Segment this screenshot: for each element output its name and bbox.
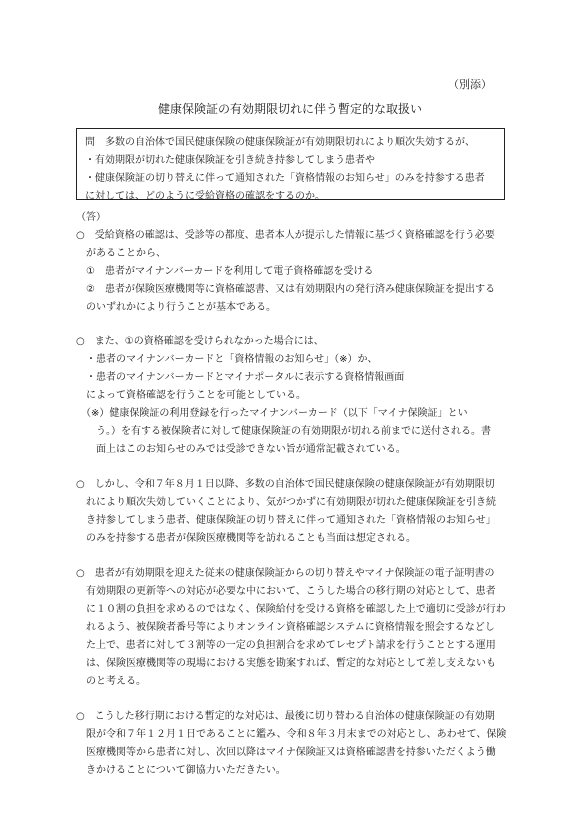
paragraph-line: は、保険医療機関等の現場における実態を勘案すれば、暫定的な対応として差し支えないも <box>76 658 496 669</box>
paragraph-line: （※）健康保険証の利用登録を行ったマイナンバーカード（以下「マイナ保険証」とい <box>76 408 468 419</box>
paragraph-line: 限が令和７年１２月１日であることに鑑み、令和８年３月末までの対応とし、あわせて、保険 <box>76 729 507 740</box>
paragraph-line: ・患者のマイナンバーカードとマイナポータルに表示する資格情報画面 <box>76 372 405 383</box>
attachment-label: （別添） <box>448 78 492 91</box>
paragraph-line: れるよう、被保険者番号等によりオンライン資格確認システムに資格情報を照会するなどし <box>76 622 495 633</box>
paragraph-line: ○ こうした移行期における暫定的な対応は、最後に切り替わる自治体の健康保険証の有効期 <box>76 711 495 722</box>
paragraph-line: 医療機関等から患者に対し、次回以降はマイナ保険証又は資格確認書を持参いただくよう働 <box>76 747 496 758</box>
paragraph-3 <box>76 476 516 548</box>
question-line: ・健康保険証の切り替えに伴って通知された「資格情報のお知らせ」のみを持参する患者 <box>85 173 485 184</box>
paragraph-line: た上で、患者に対して３割等の一定の負担割合を求めてレセプト請求を行うこととする運用 <box>76 640 496 651</box>
question-line: に対しては、どのように受給資格の確認をするのか。 <box>85 191 325 202</box>
paragraph-line: ② 患者が保険医療機関等に資格確認書、又は有効期限内の発行済み健康保険証を提出する <box>76 284 495 295</box>
answer-section <box>76 209 516 780</box>
paragraph-4 <box>76 565 516 691</box>
paragraph-line: のみを持参する患者が保険医療機関等を訪れることも当面は想定される。 <box>76 533 416 544</box>
paragraph-line: れにより順次失効していくことにより、気がつかずに有効期限が切れた健康保険証を引き続 <box>76 497 496 508</box>
question-box <box>76 128 505 200</box>
paragraph-2 <box>76 333 516 459</box>
paragraph-5 <box>76 708 516 780</box>
paragraph-line: のいずれかにより行うことが基本である。 <box>76 302 276 313</box>
answer-label: （答） <box>76 212 106 223</box>
paragraph-line: に１０割の負担を求めるのではなく、保険給付を受ける資格を確認した上で適切に受診が行わ <box>76 604 506 615</box>
paragraph-line: きかけることについて御協力いただきたい。 <box>76 765 286 776</box>
paragraph-line: う。）を有する被保険者に対して健康保険証の有効期限が切れる前までに送付される。書 <box>76 426 491 437</box>
paragraph-line: のと考える。 <box>76 676 146 687</box>
document-title: 健康保険証の有効期限切れに伴う暫定的な取扱い <box>157 102 422 116</box>
paragraph-line: ○ 患者が有効期限を迎えた従来の健康保険証からの切り替えやマイナ保険証の電子証明書の <box>76 568 495 579</box>
paragraph-line: ① 患者がマイナンバーカードを利用して電子資格確認を受ける <box>76 266 374 277</box>
paragraph-line: ○ 受給資格の確認は、受診等の都度、患者本人が提示した情報に基づく資格確認を行う必要 <box>76 230 495 241</box>
paragraph-line: があることから、 <box>76 248 166 259</box>
paragraph-line: ○ また、①の資格確認を受けられなかった場合には、 <box>76 336 324 347</box>
paragraph-line: によって資格確認を行うことを可能としている。 <box>76 390 306 401</box>
question-line: ・有効期限が切れた健康保険証を引き続き持参してしまう患者や <box>85 155 375 166</box>
paragraph-line: ・患者のマイナンバーカードと「資格情報のお知らせ」（※）か、 <box>76 354 378 365</box>
paragraph-line: 有効期限の更新等への対応が必要な中において、こうした場合の移行期の対応として、患者 <box>76 586 496 597</box>
paragraph-line: き持参してしまう患者、健康保険証の切り替えに伴って通知された「資格情報のお知らせ」 <box>76 515 496 526</box>
paragraph-line: 面上はこのお知らせのみでは受診できない旨が通常記載されている。 <box>76 444 406 455</box>
paragraph-line: ○ しかし、令和７年８月１日以降、多数の自治体で国民健康保険の健康保険証が有効期限切 <box>76 479 495 490</box>
question-line: 問 多数の自治体で国民健康保険の健康保険証が有効期限切れにより順次失効するが、 <box>85 137 475 148</box>
paragraph-1 <box>76 227 516 317</box>
